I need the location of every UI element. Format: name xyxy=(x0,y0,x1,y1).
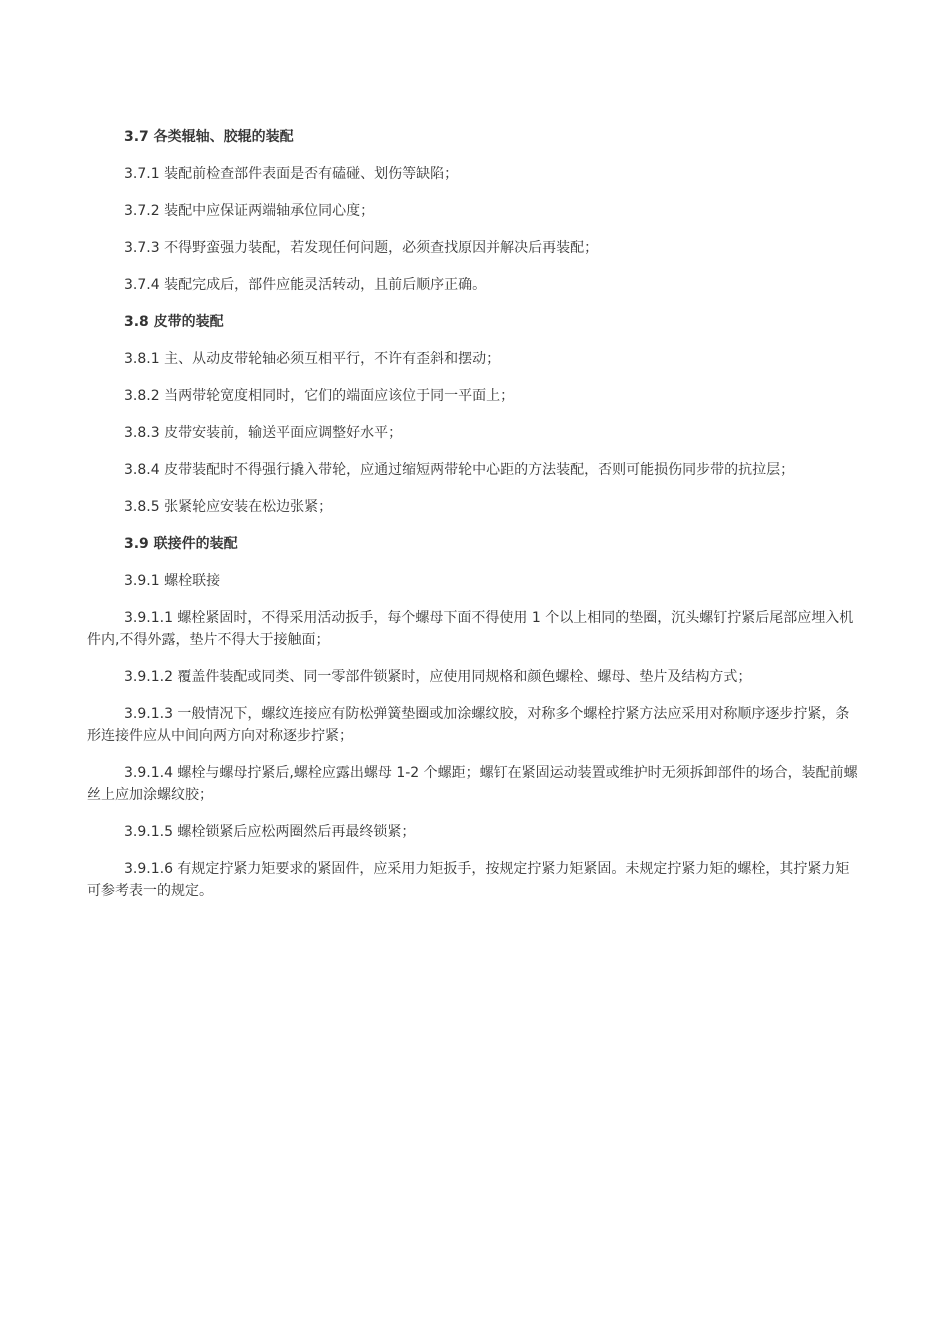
paragraph-3-9-1: 3.9.1 螺栓联接 xyxy=(124,573,221,589)
paragraph-3-9-1-4: 3.9.1.4 螺栓与螺母拧紧后,螺栓应露出螺母 1-2 个螺距；螺钉在紧固运动装置或维护时无须拆卸部件的场合，装配前螺丝上应加涂螺纹胶； xyxy=(87,765,858,803)
paragraph-3-9-1-3: 3.9.1.3 一般情况下，螺纹连接应有防松弹簧垫圈或加涂螺纹胶，对称多个螺栓拧紧方法应采用对称顺序逐步拧紧，条形连接件应从中间向两方向对称逐步拧紧； xyxy=(87,706,850,744)
paragraph-3-7-3: 3.7.3 不得野蛮强力装配，若发现任何问题，必须查找原因并解决后再装配； xyxy=(124,240,599,256)
section-heading-3-8: 3.8 皮带的装配 xyxy=(124,314,224,330)
paragraph-3-8-3: 3.8.3 皮带安装前，输送平面应调整好水平； xyxy=(124,425,403,441)
paragraph-3-8-1: 3.8.1 主、从动皮带轮轴必须互相平行，不许有歪斜和摆动； xyxy=(124,351,501,367)
section-heading-3-7: 3.7 各类辊轴、胶辊的装配 xyxy=(124,129,294,145)
paragraph-3-9-1-1: 3.9.1.1 螺栓紧固时，不得采用活动扳手，每个螺母下面不得使用 1 个以上相同的垫圈，沉头螺钉拧紧后尾部应埋入机件内,不得外露，垫片不得大于接触面； xyxy=(87,610,854,648)
paragraph-3-7-2: 3.7.2 装配中应保证两端轴承位同心度； xyxy=(124,203,375,219)
paragraph-3-8-4: 3.8.4 皮带装配时不得强行撬入带轮，应通过缩短两带轮中心距的方法装配，否则可能损伤同步带的抗拉层； xyxy=(124,462,795,478)
paragraph-3-9-1-5: 3.9.1.5 螺栓锁紧后应松两圈然后再最终锁紧； xyxy=(124,824,416,840)
paragraph-3-9-1-6: 3.9.1.6 有规定拧紧力矩要求的紧固件，应采用力矩扳手，按规定拧紧力矩紧固。未规定拧紧力矩的螺栓，其拧紧力矩可参考表一的规定。 xyxy=(87,861,850,899)
section-heading-3-9: 3.9 联接件的装配 xyxy=(124,536,238,552)
paragraph-3-8-5: 3.8.5 张紧轮应安装在松边张紧； xyxy=(124,499,333,515)
document-body xyxy=(87,126,859,917)
paragraph-3-9-1-2: 3.9.1.2 覆盖件装配或同类、同一零部件锁紧时，应使用同规格和颜色螺栓、螺母、垫片及结构方式； xyxy=(124,669,752,685)
paragraph-3-7-1: 3.7.1 装配前检查部件表面是否有磕碰、划伤等缺陷； xyxy=(124,166,459,182)
paragraph-3-7-4: 3.7.4 装配完成后，部件应能灵活转动，且前后顺序正确。 xyxy=(124,277,487,293)
paragraph-3-8-2: 3.8.2 当两带轮宽度相同时，它们的端面应该位于同一平面上； xyxy=(124,388,515,404)
